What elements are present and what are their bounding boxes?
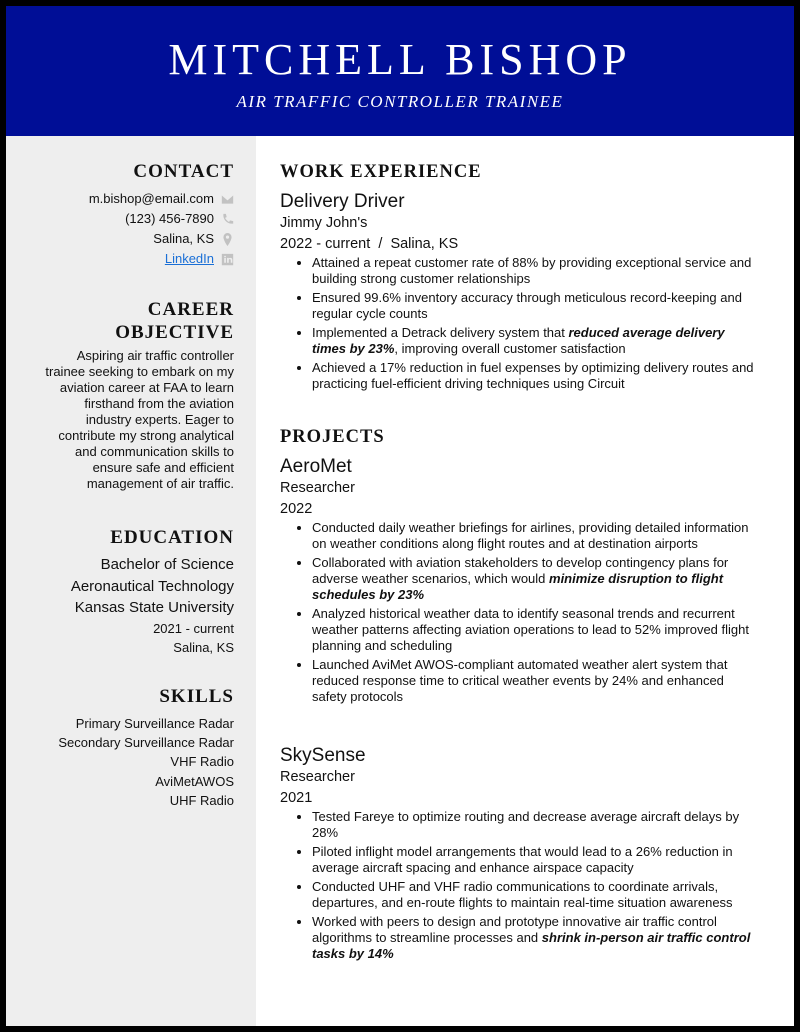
work-bullet: • Attained a repeat customer rate of 88% by providing exceptional service and building strong customer relationships	[312, 255, 760, 287]
bullet-emphasis: shrink in-person air traffic control tasks by 14%	[312, 930, 751, 961]
work-bullet: • Ensured 99.6% inventory accuracy through meticulous record-keeping and regular cycle counts	[312, 290, 760, 322]
resume-header	[6, 6, 794, 136]
project-bullet	[312, 914, 760, 962]
education-location: Salina, KS	[173, 639, 234, 655]
contact-linkedin	[16, 249, 234, 269]
project-entry-aeromet	[280, 456, 760, 708]
project-bullets	[280, 520, 760, 705]
location-text: Salina, KS	[153, 231, 214, 246]
education-dates: 2021 - current	[153, 620, 234, 636]
project-bullet: • Launched AviMet AWOS-compliant automated weather alert system that reduced response time to critical weather events by 24% and enhanced safety protocols	[312, 657, 760, 705]
work-role: Delivery Driver	[280, 191, 405, 212]
resume-page	[6, 6, 794, 1026]
work-company: Jimmy John's	[280, 215, 368, 231]
education-section	[16, 526, 234, 657]
work-heading: WORK EXPERIENCE	[280, 162, 482, 182]
contact-location	[16, 229, 234, 249]
skills-heading: SKILLS	[159, 686, 234, 707]
bullet-emphasis: minimize disruption to flight schedules by 23%	[312, 571, 724, 602]
skill-item: Secondary Surveillance Radar	[58, 735, 234, 751]
education-field: Aeronautical Technology	[70, 577, 234, 595]
linkedin-link[interactable]: LinkedIn	[164, 251, 214, 266]
work-bullet	[312, 325, 760, 357]
work-separator: /	[378, 236, 383, 252]
work-entry	[280, 191, 760, 395]
work-bullets	[280, 255, 760, 392]
linkedin-icon	[220, 252, 234, 266]
phone-text: (123) 456-7890	[125, 211, 214, 226]
education-school: Kansas State University	[74, 599, 234, 616]
project-bullet: • Piloted inflight model arrangements that would lead to a 26% reduction in average aircraft spacing and enhance airspace capacity	[312, 844, 760, 876]
objective-heading-line1: CAREER	[147, 299, 234, 320]
contact-section	[16, 160, 234, 269]
candidate-name: MITCHELL BISHOP	[168, 35, 632, 84]
contact-phone	[16, 209, 234, 229]
bullet-text: , improving overall customer satisfaction	[394, 341, 626, 356]
project-role: Researcher	[280, 769, 355, 785]
projects-heading: PROJECTS	[280, 427, 385, 447]
bullet-text: Worked with peers to design and prototype innovative air traffic control algorithms to streamline processes and	[312, 914, 717, 945]
objective-section	[16, 298, 234, 492]
skills-section	[16, 685, 234, 810]
education-heading: EDUCATION	[110, 527, 234, 548]
phone-icon	[220, 212, 234, 226]
project-role: Researcher	[280, 480, 355, 496]
candidate-title: AIR TRAFFIC CONTROLLER TRAINEE	[236, 92, 564, 111]
project-entry-skysense	[280, 745, 760, 965]
objective-heading-line2: OBJECTIVE	[115, 322, 234, 343]
objective-text: Aspiring air traffic controller trainee seeking to embark on my aviation career at FAA to learn firsthand from the aviation industry experts. Eager to contribute my strong analytical and communication skills to ensure safe and efficient management of air traffic.	[45, 348, 234, 491]
work-location: Salina, KS	[390, 236, 459, 252]
project-bullets	[280, 809, 760, 962]
email-text: m.bishop@email.com	[88, 191, 214, 206]
skill-item: AviMetAWOS	[155, 773, 234, 789]
work-meta	[280, 234, 760, 255]
skill-item: Primary Surveillance Radar	[75, 716, 234, 731]
bullet-text: Collaborated with aviation stakeholders to develop contingency plans for adverse weather scenarios, which would	[312, 555, 729, 586]
map-pin-icon	[220, 232, 234, 246]
project-year: 2022	[280, 501, 313, 517]
project-bullet: • Conducted daily weather briefings for airlines, providing detailed information on weather conditions along flight routes and at destination airports	[312, 520, 760, 552]
project-bullet: • Analyzed historical weather data to identify seasonal trends and recurrent weather patterns affecting aviation operations to lead to 52% improved flight planning and scheduling	[312, 606, 760, 654]
contact-email	[16, 189, 234, 209]
work-dates: 2022 - current	[280, 236, 371, 252]
bullet-text: Implemented a Detrack delivery system that	[312, 325, 569, 340]
envelope-icon	[220, 192, 234, 206]
project-bullet: • Conducted UHF and VHF radio communications to coordinate arrivals, departures, and en-route flights to maintain real-time situation awareness	[312, 879, 760, 911]
work-bullet: • Achieved a 17% reduction in fuel expenses by optimizing delivery routes and practicing fuel-efficient driving techniques using Circuit	[312, 360, 760, 392]
skill-item: UHF Radio	[169, 792, 234, 808]
project-bullet	[312, 555, 760, 603]
project-year: 2021	[280, 790, 313, 806]
skill-item: VHF Radio	[170, 754, 234, 770]
sidebar	[6, 136, 256, 1026]
education-degree: Bachelor of Science	[100, 556, 234, 573]
contact-heading: CONTACT	[133, 161, 234, 182]
project-bullet: • Tested Fareye to optimize routing and decrease average aircraft delays by 28%	[312, 809, 760, 841]
project-name: AeroMet	[280, 456, 352, 477]
project-name: SkySense	[280, 745, 366, 766]
bullet-emphasis: reduced average delivery times by 23%	[312, 325, 725, 356]
